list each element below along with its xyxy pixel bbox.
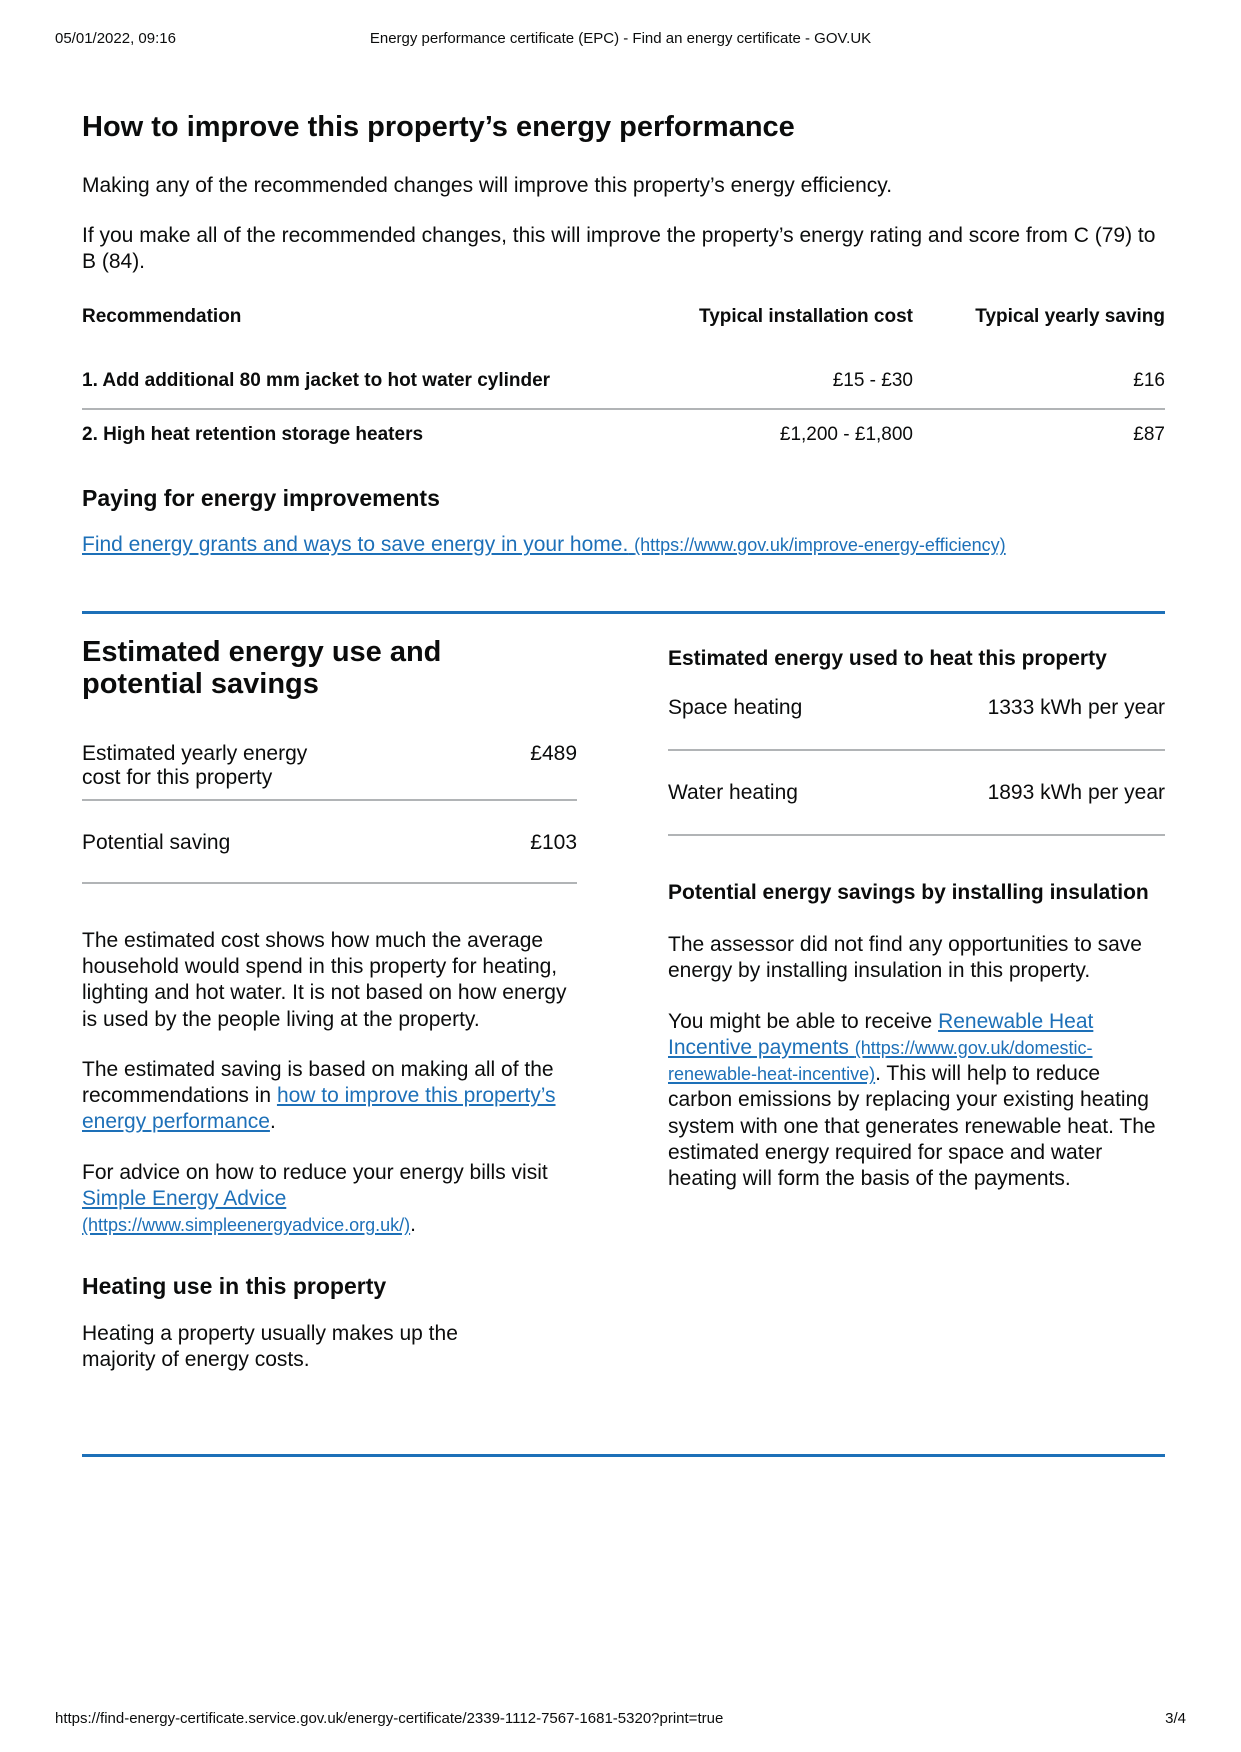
recommendation-cell: 2. High heat retention storage heaters [82,423,424,445]
insulation-heading: Potential energy savings by installing insulation [668,880,1149,904]
improve-performance-link[interactable]: how to improve this property’s energy performance [82,1084,556,1134]
energy-grants-link[interactable]: Find energy grants and ways to save energy in your home. (https://www.gov.uk/improve-energy-efficiency) [82,533,1006,557]
header-recommendation: Recommendation [82,305,242,327]
improve-intro: Making any of the recommended changes will improve this property’s energy efficiency. [82,173,893,197]
page-number: 3/4 [1165,1710,1186,1727]
cost-cell: £1,200 - £1,800 [779,423,913,445]
print-datetime: 05/01/2022, 09:16 [55,30,176,47]
potential-saving-value: £103 [530,830,577,854]
yearly-cost-row [82,742,577,800]
improve-heading: How to improve this property’s energy performance [82,111,795,143]
table-row [82,356,1165,409]
print-header [55,30,1186,50]
potential-saving-row [82,801,577,884]
saving-cell: £87 [1133,423,1165,445]
water-heating-value: 1893 kWh per year [987,780,1165,804]
header-yearly-saving: Typical yearly saving [975,305,1165,327]
space-heating-row [668,696,1165,751]
section-bottom-divider [82,1454,1165,1457]
rhi-paragraph: You might be able to receive Renewable Heat Incentive payments (https://www.gov.uk/domestic-renewable-heat-incentive). This will help to reduce carbon emissions by replacing your existing heating system with one that generates renewable heat. The estimated energy required for space and water heating will form the basis of the payments. [668,1009,1156,1191]
print-footer [55,1710,1186,1730]
water-heating-row [668,751,1165,836]
space-heating-label: Space heating [668,695,803,719]
heat-use-column [668,614,1165,1217]
estimated-heading: Estimated energy use and potential savings [82,635,442,701]
cost-explanation: The estimated cost shows how much the average household would spend in this property for heating, lighting and hot water. It is not based on how energy is used by the people living at the property. [82,928,567,1031]
potential-saving-label: Potential saving [82,830,231,854]
insulation-text: The assessor did not find any opportunities to save energy by installing insulation in this property. [668,933,1142,983]
paying-heading: Paying for energy improvements [82,484,440,511]
advice-paragraph: For advice on how to reduce your energy bills visit Simple Energy Advice (https://www.simpleenergyadvice.org.uk/). [82,1160,548,1237]
header-installation-cost: Typical installation cost [699,305,913,327]
table-header-row [82,306,1165,356]
recommendation-cell: 1. Add additional 80 mm jacket to hot water cylinder [82,356,613,409]
energy-use-section [82,614,1165,1454]
saving-cell: £16 [913,356,1165,409]
cost-cell: £15 - £30 [613,356,913,409]
estimated-savings-column [82,614,577,1398]
simple-energy-advice-link[interactable]: Simple Energy Advice (https://www.simpleenergyadvice.org.uk/) [82,1186,411,1236]
paying-paragraph [82,532,1165,558]
heating-use-text: Heating a property usually makes up the majority of energy costs. [82,1322,458,1372]
print-url: https://find-energy-certificate.service.gov.uk/energy-certificate/2339-1112-7567-1681-5320?print=true [55,1710,724,1727]
recommendations-table [82,306,1165,460]
yearly-cost-value: £489 [530,742,577,766]
table-row [82,409,1165,460]
heat-use-heading: Estimated energy used to heat this property [668,646,1107,670]
renewable-heat-incentive-link[interactable]: Renewable Heat Incentive payments (https://www.gov.uk/domestic-renewable-heat-incentive) [668,1009,1094,1085]
print-page-title: Energy performance certificate (EPC) - Find an energy certificate - GOV.UK [369,30,872,47]
yearly-cost-label: Estimated yearly energy cost for this property [82,742,308,789]
saving-explanation: The estimated saving is based on making all of the recommendations in how to improve this property’s energy performance. [82,1057,556,1134]
space-heating-value: 1333 kWh per year [987,695,1165,719]
water-heating-label: Water heating [668,780,798,804]
heating-use-heading: Heating use in this property [82,1273,387,1300]
page-content [82,110,1165,1457]
improve-rating-text: If you make all of the recommended changes, this will improve the property’s energy rating and score from C (79) to B (84). [82,224,1156,274]
